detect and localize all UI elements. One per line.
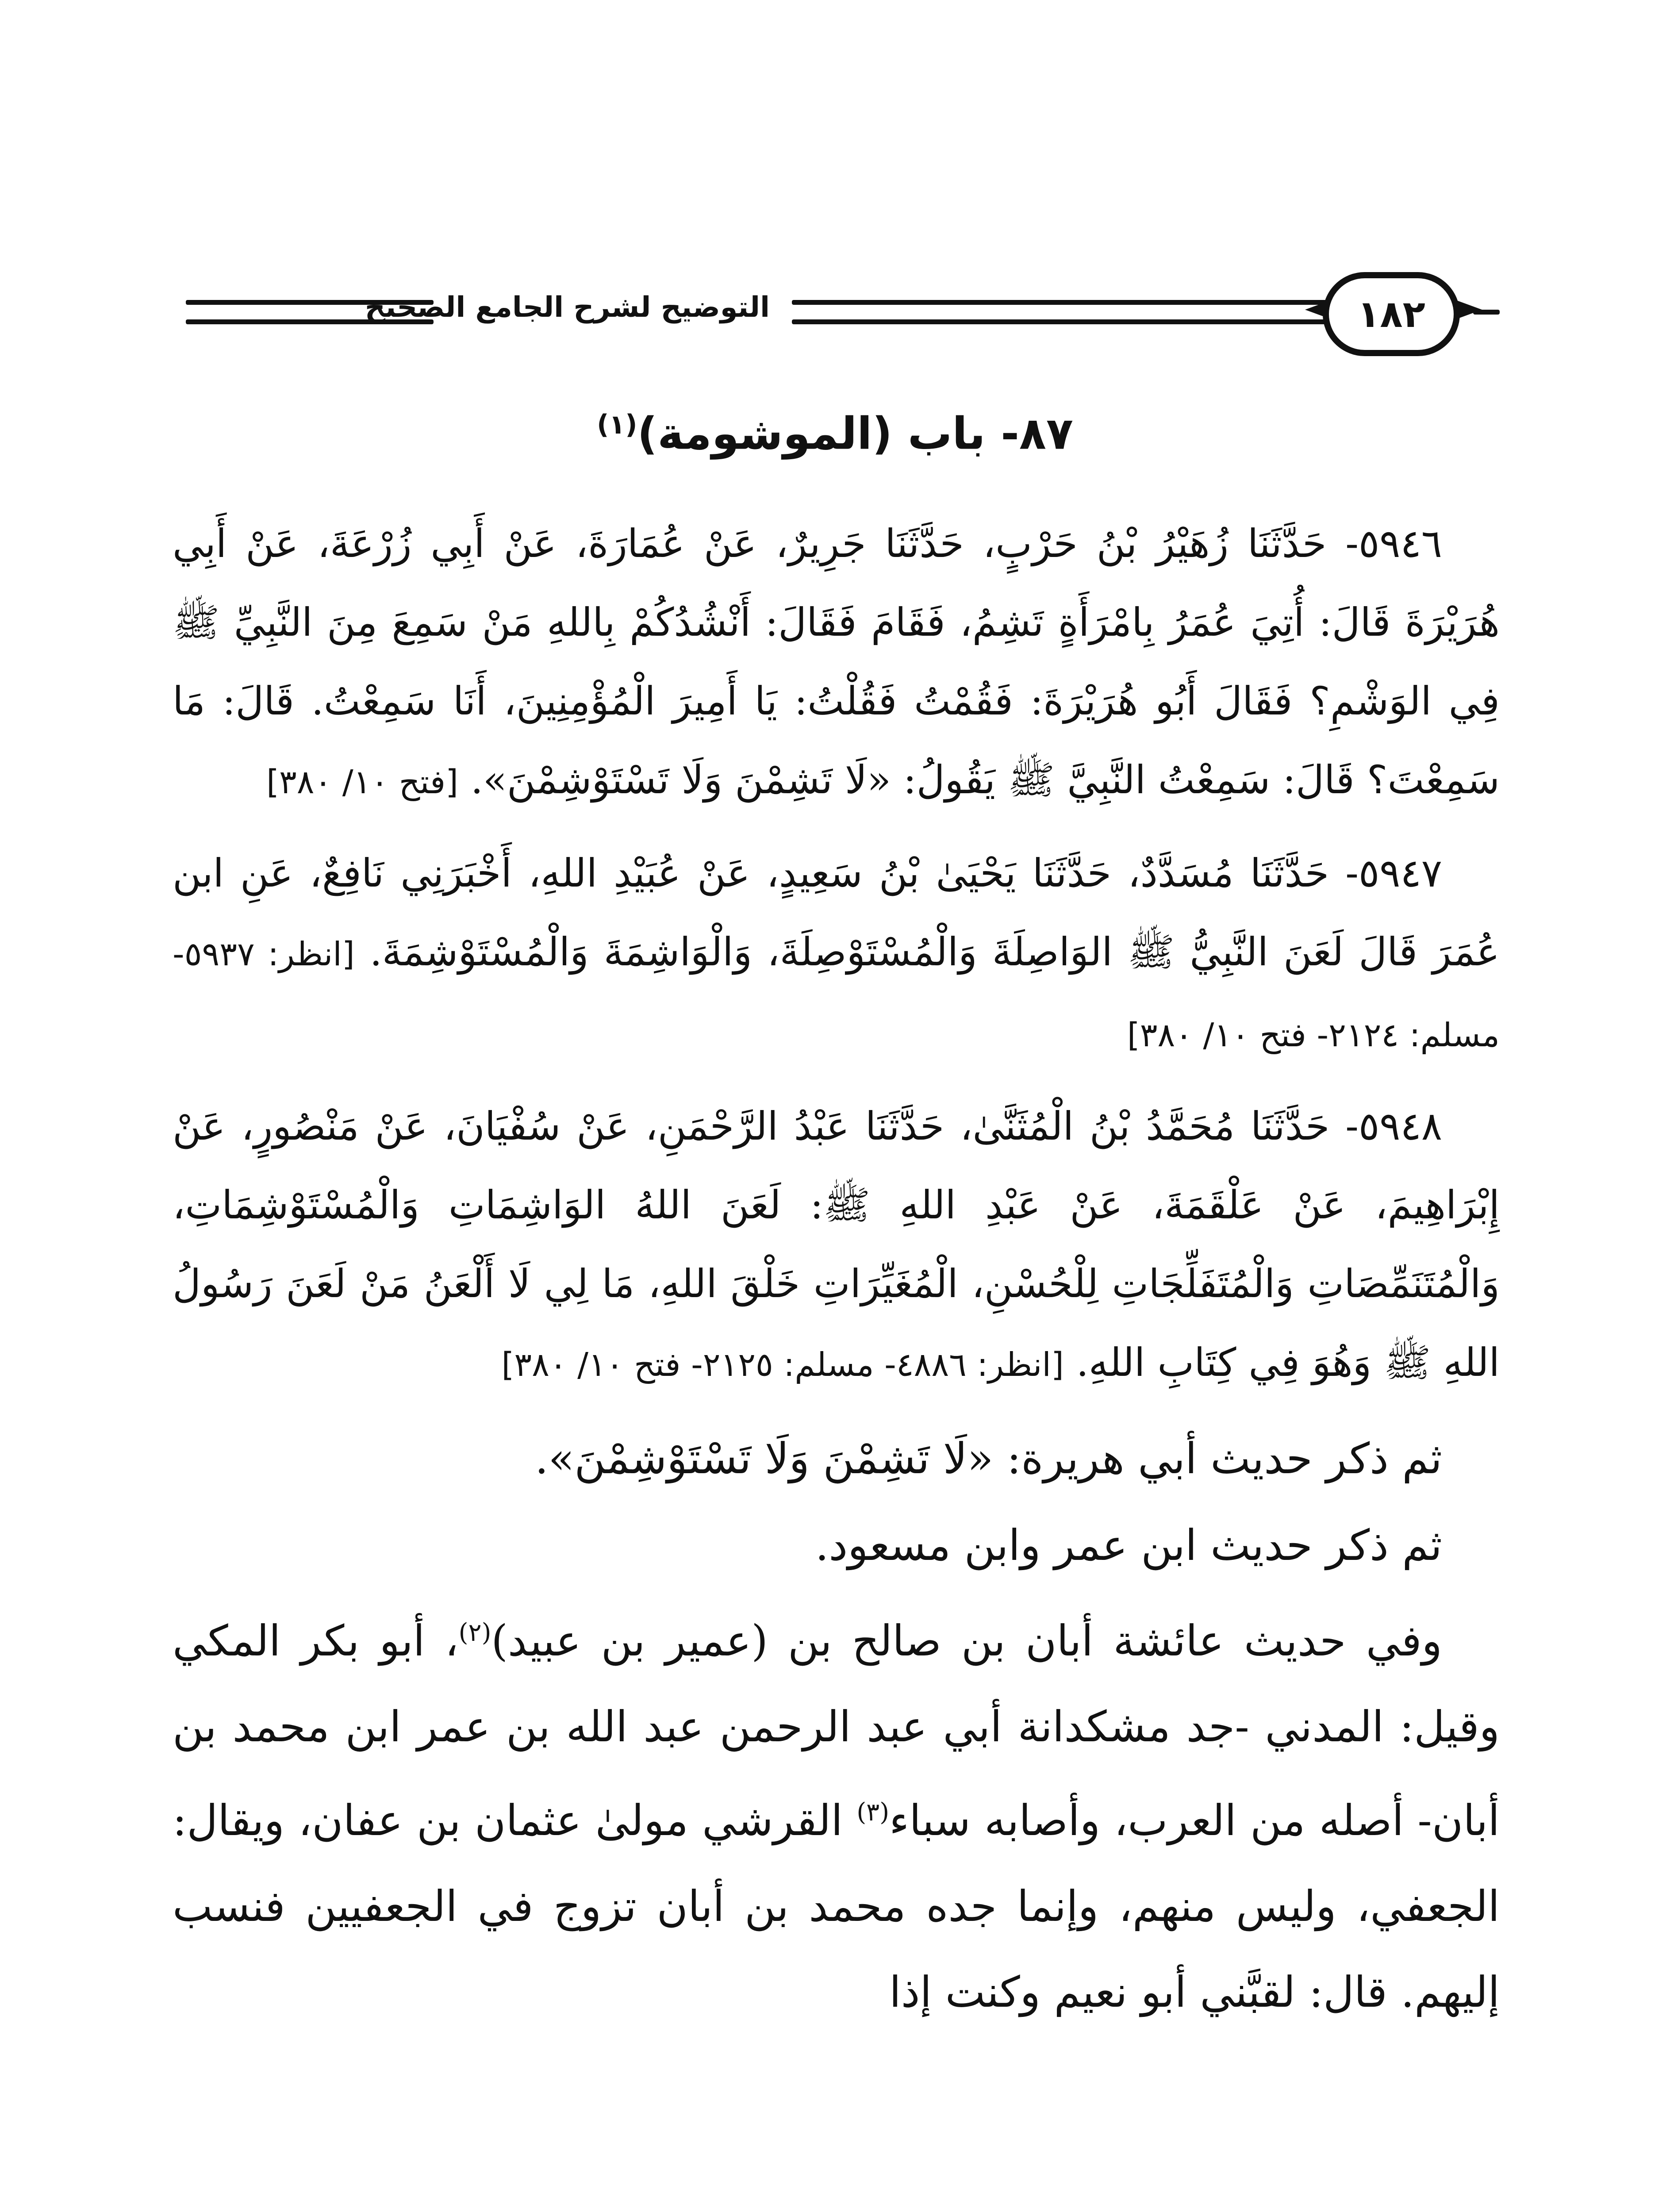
page-number: ١٨٢ [1323,272,1460,356]
footnote-marker: (٣) [856,1798,890,1827]
hadith-text: ٥٩٤٨- حَدَّثَنَا مُحَمَّدُ بْنُ الْمُثَنَّىٰ، حَدَّثَنَا عَبْدُ الرَّحْمَنِ، عَنْ سُفْيَانَ، عَنْ مَنْصُورٍ، عَنْ إِبْرَاهِيمَ، عَنْ عَلْقَمَةَ، عَنْ عَبْدِ اللهِ ﷺ: لَعَنَ اللهُ الوَاشِمَاتِ وَالْمُسْتَوْشِمَاتِ، وَالْمُتَنَمِّصَاتِ وَالْمُتَفَلِّجَاتِ لِلْحُسْنِ، الْمُغَيِّرَاتِ خَلْقَ اللهِ، مَا لِي لَا أَلْعَنُ مَنْ لَعَنَ رَسُولُ اللهِ ﷺ وَهُوَ فِي كِتَابِ اللهِ. [173,1103,1500,1385]
chapter-title: ٨٧- باب (الموشومة) [637,407,1073,460]
footnote-marker: (٢) [458,1618,491,1647]
footnote-marker: (١) [597,409,637,440]
hadith-5947 [173,834,1500,1075]
hadith-reference: [فتح ١٠/ ٣٨٠] [266,763,459,801]
hadith-text: ٥٩٤٦- حَدَّثَنَا زُهَيْرُ بْنُ حَرْبٍ، حَدَّثَنَا جَرِيرٌ، عَنْ عُمَارَةَ، عَنْ أَبِي زُرْعَةَ، عَنْ أَبِي هُرَيْرَةَ قَالَ: أُتِيَ عُمَرُ بِامْرَأَةٍ تَشِمُ، فَقَامَ فَقَالَ: أَنْشُدُكُمْ بِاللهِ مَنْ سَمِعَ مِنَ النَّبِيِّ ﷺ فِي الوَشْمِ؟ فَقَالَ أَبُو هُرَيْرَةَ: فَقُمْتُ فَقُلْتُ: يَا أَمِيرَ الْمُؤْمِنِينَ، أَنَا سَمِعْتُ. قَالَ: مَا سَمِعْتَ؟ قَالَ: سَمِعْتُ النَّبِيَّ ﷺ يَقُولُ: «لَا تَشِمْنَ وَلَا تَسْتَوْشِمْنَ». [173,521,1500,803]
commentary-line: ثم ذكر حديث أبي هريرة: «لَا تَشِمْنَ وَلَا تَسْتَوْشِمْنَ». [535,1434,1442,1483]
header-rule-right [792,319,1327,324]
hadith-reference: [انظر: ٤٨٨٦- مسلم: ٢١٢٥- فتح ١٠/ ٣٨٠] [501,1346,1064,1384]
hadith-reference: [انظر: ٥٩٣٧- مسلم: ٢١٢٤- فتح ١٠/ ٣٨٠] [173,935,1500,1054]
biography-text: ، أبو بكر المكي وقيل: المدني -جد مشكدانة أبي عبد الرحمن عبد الله بن عمر ابن محمد بن أبان- أصله من العرب، وأصابه سباء [173,1616,1500,1845]
book-title: التوضيح لشرح الجامع الصحيح [365,291,770,324]
header-rule-end [1473,310,1500,315]
commentary-line: ثم ذكر حديث ابن عمر وابن مسعود. [815,1521,1442,1570]
biography-text: القرشي مولىٰ عثمان بن عفان، ويقال: الجعفي، وليس منهم، وإنما جده محمد بن أبان تزوج في الجعفيين فنسب إليهم. قال: لقبَّني أبو نعيم وكنت إذا [173,1796,1500,2017]
biography-text: وفي حديث عائشة أبان بن صالح بن (عمير بن عبيد) [491,1616,1443,1666]
main-text [173,504,1500,2035]
hadith-5946 [173,504,1500,822]
hadith-5948 [173,1087,1500,1404]
header-rule-right [792,300,1327,305]
narrator-biography [173,1590,1500,2035]
hadith-text: ٥٩٤٧- حَدَّثَنَا مُسَدَّدٌ، حَدَّثَنَا يَحْيَىٰ بْنُ سَعِيدٍ، عَنْ عُبَيْدِ اللهِ، أَخْبَرَنِي نَافِعٌ، عَنِ ابن عُمَرَ قَالَ لَعَنَ النَّبِيُّ ﷺ الوَاصِلَةَ وَالْمُسْتَوْصِلَةَ، وَالْوَاشِمَةَ وَالْمُسْتَوْشِمَةَ. [173,850,1500,975]
running-header [0,265,1670,380]
chapter-heading [0,389,1670,469]
